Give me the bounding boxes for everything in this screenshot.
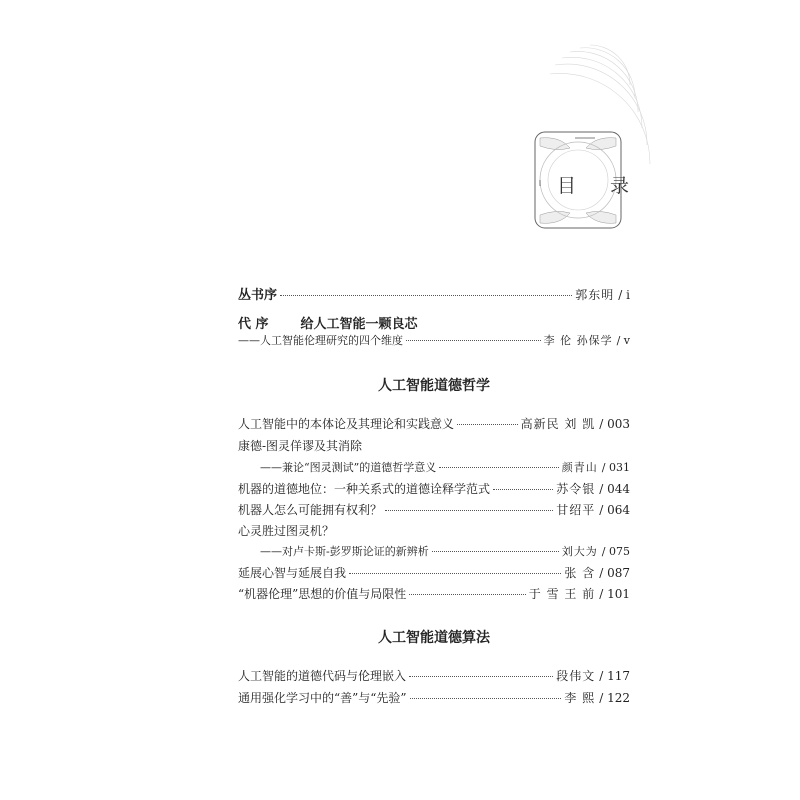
leader-dots bbox=[349, 573, 561, 574]
entry-author: 刘大为 bbox=[561, 545, 598, 558]
leader-dots bbox=[457, 424, 518, 425]
toc-entry-foreword-sub[interactable] bbox=[238, 333, 630, 349]
entry-title: 人工智能的道德代码与伦理嵌入 bbox=[238, 669, 407, 683]
toc-entry[interactable] bbox=[238, 668, 630, 684]
leader-dots bbox=[410, 698, 562, 699]
toc-entry-title-line[interactable]: 心灵胜过图灵机？ bbox=[238, 524, 335, 538]
entry-title: 通用强化学习中的“善”与“先验” bbox=[238, 691, 407, 705]
entry-author: 苏令银 bbox=[556, 482, 596, 496]
entry-author: 段伟文 bbox=[556, 669, 596, 683]
entry-title: 丛书序 bbox=[238, 288, 278, 303]
toc-entry[interactable] bbox=[238, 690, 630, 706]
leader-dots bbox=[409, 594, 526, 595]
entry-title: ——对卢卡斯-彭罗斯论证的新辨析 bbox=[260, 545, 429, 558]
toc-emblem bbox=[520, 40, 660, 255]
entry-page: / 003 bbox=[599, 417, 630, 431]
toc-entry[interactable] bbox=[238, 481, 630, 497]
leader-dots bbox=[385, 510, 553, 511]
toc-title: 目 录 bbox=[557, 175, 644, 197]
entry-author: 颜青山 bbox=[561, 461, 598, 474]
entry-page: / 101 bbox=[599, 587, 630, 601]
entry-page: / 122 bbox=[599, 691, 630, 705]
entry-page: / v bbox=[616, 334, 630, 347]
entry-page: / 117 bbox=[599, 669, 630, 683]
entry-page: / 064 bbox=[599, 503, 630, 517]
toc-entry[interactable] bbox=[238, 502, 630, 518]
leader-dots bbox=[432, 551, 559, 552]
leader-dots bbox=[409, 676, 553, 677]
entry-title: 人工智能中的本体论及其理论和实践意义 bbox=[238, 417, 455, 431]
entry-page: / 087 bbox=[599, 566, 630, 580]
entry-author: 李 熙 bbox=[564, 691, 596, 705]
foreword-title: 给人工智能一颗良芯 bbox=[300, 317, 418, 332]
foreword-label: 代 序 bbox=[238, 317, 269, 332]
toc-entry-series-preface[interactable] bbox=[238, 287, 630, 304]
entry-page: / 044 bbox=[599, 482, 630, 496]
entry-page: / 075 bbox=[601, 545, 630, 558]
entry-title: ——兼论“图灵测试”的道德哲学意义 bbox=[260, 461, 437, 474]
entry-title: 机器的道德地位：一种关系式的道德诠释学范式 bbox=[238, 482, 491, 496]
entry-author: 甘绍平 bbox=[556, 503, 596, 517]
entry-title: 机器人怎么可能拥有权利？ bbox=[238, 503, 383, 517]
entry-title: “机器伦理”思想的价值与局限性 bbox=[238, 587, 407, 601]
entry-author: 于 雪 王 前 bbox=[528, 587, 596, 601]
section-heading: 人工智能道德哲学 bbox=[378, 378, 490, 394]
foreword-heading bbox=[238, 313, 418, 332]
entry-title: ——人工智能伦理研究的四个维度 bbox=[238, 334, 403, 347]
toc-entry[interactable] bbox=[238, 416, 630, 432]
leader-dots bbox=[280, 295, 572, 296]
leader-dots bbox=[439, 467, 559, 468]
toc-entry[interactable] bbox=[260, 460, 630, 476]
leader-dots bbox=[406, 340, 541, 341]
entry-page: / i bbox=[618, 288, 630, 302]
entry-author: 张 含 bbox=[564, 566, 596, 580]
section-heading: 人工智能道德算法 bbox=[378, 630, 490, 646]
entry-author: 高新民 刘 凯 bbox=[520, 417, 596, 431]
entry-author: 郭东明 bbox=[575, 288, 615, 302]
entry-title: 延展心智与延展自我 bbox=[238, 566, 347, 580]
toc-entry[interactable] bbox=[238, 586, 630, 602]
entry-author: 李 伦 孙保学 bbox=[543, 334, 613, 347]
toc-entry[interactable] bbox=[238, 565, 630, 581]
leader-dots bbox=[493, 489, 553, 490]
entry-page: / 031 bbox=[601, 461, 630, 474]
toc-entry-title-line[interactable]: 康德-图灵佯谬及其消除 bbox=[238, 439, 363, 453]
toc-entry[interactable] bbox=[260, 544, 630, 560]
